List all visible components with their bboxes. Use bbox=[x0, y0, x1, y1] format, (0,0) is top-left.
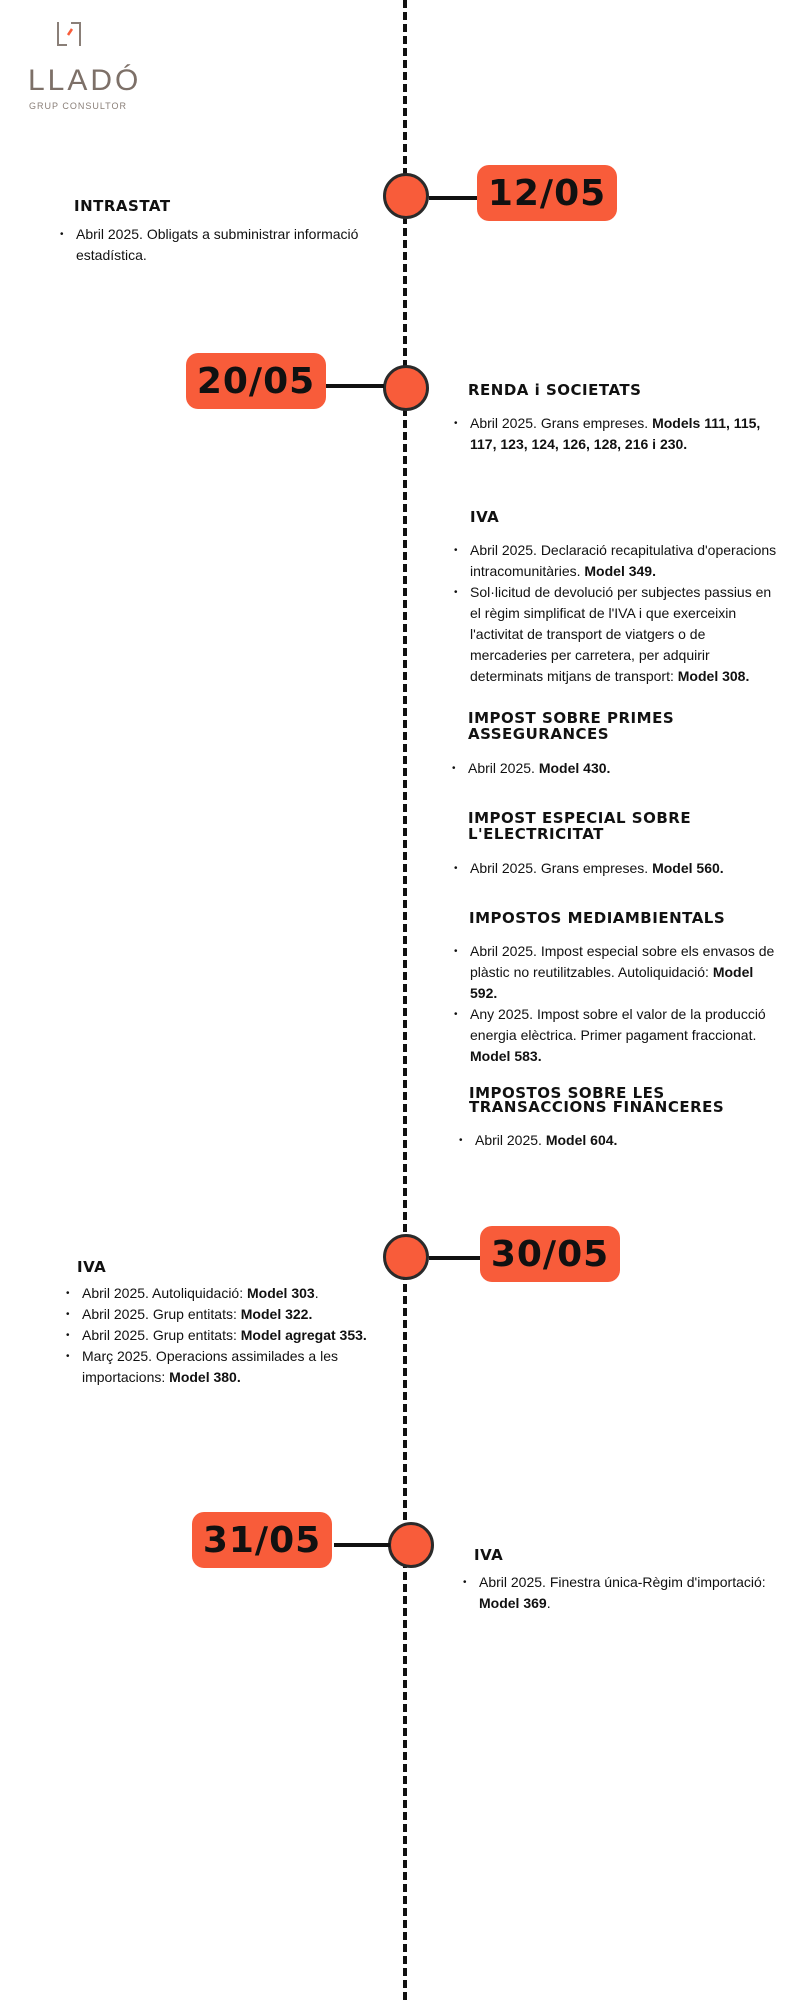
bullet-list bbox=[455, 1130, 785, 1151]
list-item bbox=[450, 582, 780, 687]
timeline-node bbox=[383, 365, 429, 411]
date-badge: 20/05 bbox=[186, 353, 326, 409]
timeline-connector bbox=[429, 196, 479, 200]
list-item bbox=[455, 1130, 785, 1151]
timeline-node bbox=[383, 1234, 429, 1280]
model-reference: Model 303 bbox=[247, 1285, 315, 1301]
model-reference: Model 308. bbox=[677, 668, 750, 684]
section-heading: IMPOSTOS SOBRE LES TRANSACCIONS FINANCERES bbox=[469, 1084, 725, 1116]
model-reference: Model 583. bbox=[470, 1048, 542, 1064]
bullet-list bbox=[450, 858, 780, 879]
section-heading: IMPOST SOBRE PRIMES ASSEGURANCES bbox=[468, 709, 675, 743]
model-reference: Model 560. bbox=[652, 860, 724, 876]
item-text: Sol·licitud de devolució per subjectes passius en el règim simplificat de l'IVA i que exerceixin l'activitat de transport de viatgers o de mercaderies per carretera, per adquirir determinats mitjans de transport: bbox=[470, 584, 772, 684]
item-text: Abril 2025. Grans empreses. bbox=[470, 415, 653, 431]
list-item bbox=[62, 1304, 392, 1325]
list-item bbox=[450, 413, 780, 455]
timeline-connector bbox=[334, 1543, 390, 1547]
bullet-list bbox=[459, 1572, 789, 1614]
timeline-node bbox=[388, 1522, 434, 1568]
list-item bbox=[62, 1283, 392, 1304]
section-heading: IMPOST ESPECIAL SOBRE L'ELECTRICITAT bbox=[468, 809, 692, 843]
list-item bbox=[62, 1325, 392, 1346]
list-item bbox=[459, 1572, 789, 1614]
list-item bbox=[450, 1004, 780, 1067]
section-heading: IVA bbox=[470, 508, 500, 526]
timeline-connector bbox=[429, 1256, 481, 1260]
model-reference: Model 322. bbox=[240, 1306, 313, 1322]
model-reference: Model 349. bbox=[584, 563, 656, 579]
model-reference: Model 380. bbox=[169, 1369, 241, 1385]
list-item bbox=[448, 758, 778, 779]
section-heading: IVA bbox=[474, 1546, 504, 1564]
list-item bbox=[450, 540, 780, 582]
section-heading: IVA bbox=[77, 1258, 107, 1276]
model-reference: Model 430. bbox=[538, 760, 611, 776]
timeline-connector bbox=[326, 384, 384, 388]
section-heading: RENDA i SOCIETATS bbox=[468, 381, 642, 399]
item-text: Abril 2025. bbox=[468, 760, 539, 776]
model-reference: Model 592. bbox=[470, 964, 754, 1001]
list-item bbox=[62, 1346, 392, 1388]
list-item bbox=[56, 224, 386, 266]
bullet-list bbox=[62, 1283, 392, 1388]
model-reference: Model 604. bbox=[545, 1132, 618, 1148]
item-text: Abril 2025. Finestra única-Règim d'importació: bbox=[479, 1574, 766, 1590]
bullet-list bbox=[450, 413, 780, 455]
list-item bbox=[450, 858, 780, 879]
item-text: Abril 2025. Autoliquidació: bbox=[82, 1285, 247, 1301]
item-text: Març 2025. Operacions assimilades a les importacions: bbox=[82, 1348, 339, 1385]
timeline-line bbox=[403, 0, 407, 2000]
date-badge: 30/05 bbox=[480, 1226, 620, 1282]
section-heading: INTRASTAT bbox=[74, 197, 171, 215]
model-reference: Model 369 bbox=[479, 1595, 547, 1611]
model-reference: Model agregat 353. bbox=[240, 1327, 367, 1343]
logo-mark-icon bbox=[55, 20, 83, 48]
item-text: Abril 2025. Grup entitats: bbox=[82, 1327, 241, 1343]
item-text: Abril 2025. Impost especial sobre els envasos de plàstic no reutilitzables. Autoliquidació: bbox=[470, 943, 775, 980]
item-text: . bbox=[546, 1595, 551, 1611]
item-text: Abril 2025. Obligats a subministrar informació estadística. bbox=[76, 226, 359, 263]
brand-subtitle: GRUP CONSULTOR bbox=[29, 101, 128, 111]
item-text: Abril 2025. Grans empreses. bbox=[470, 860, 653, 876]
item-text: Abril 2025. Grup entitats: bbox=[82, 1306, 241, 1322]
bullet-list bbox=[450, 941, 780, 1067]
item-text: Any 2025. Impost sobre el valor de la producció energia elèctrica. Primer pagament fraccionat. bbox=[470, 1006, 766, 1043]
list-item bbox=[450, 941, 780, 1004]
item-text: . bbox=[314, 1285, 319, 1301]
bullet-list bbox=[56, 224, 386, 266]
bullet-list bbox=[450, 540, 780, 687]
item-text: Abril 2025. Declaració recapitulativa d'operacions intracomunitàries. bbox=[470, 542, 777, 579]
date-badge: 12/05 bbox=[477, 165, 617, 221]
date-badge: 31/05 bbox=[192, 1512, 332, 1568]
section-heading: IMPOSTOS MEDIAMBIENTALS bbox=[469, 909, 726, 927]
bullet-list bbox=[448, 758, 778, 779]
item-text: Abril 2025. bbox=[475, 1132, 546, 1148]
model-reference: Models 111, 115, 117, 123, 124, 126, 128, 216 i 230. bbox=[470, 415, 761, 452]
brand-name: LLADÓ bbox=[28, 64, 142, 97]
timeline-node bbox=[383, 173, 429, 219]
